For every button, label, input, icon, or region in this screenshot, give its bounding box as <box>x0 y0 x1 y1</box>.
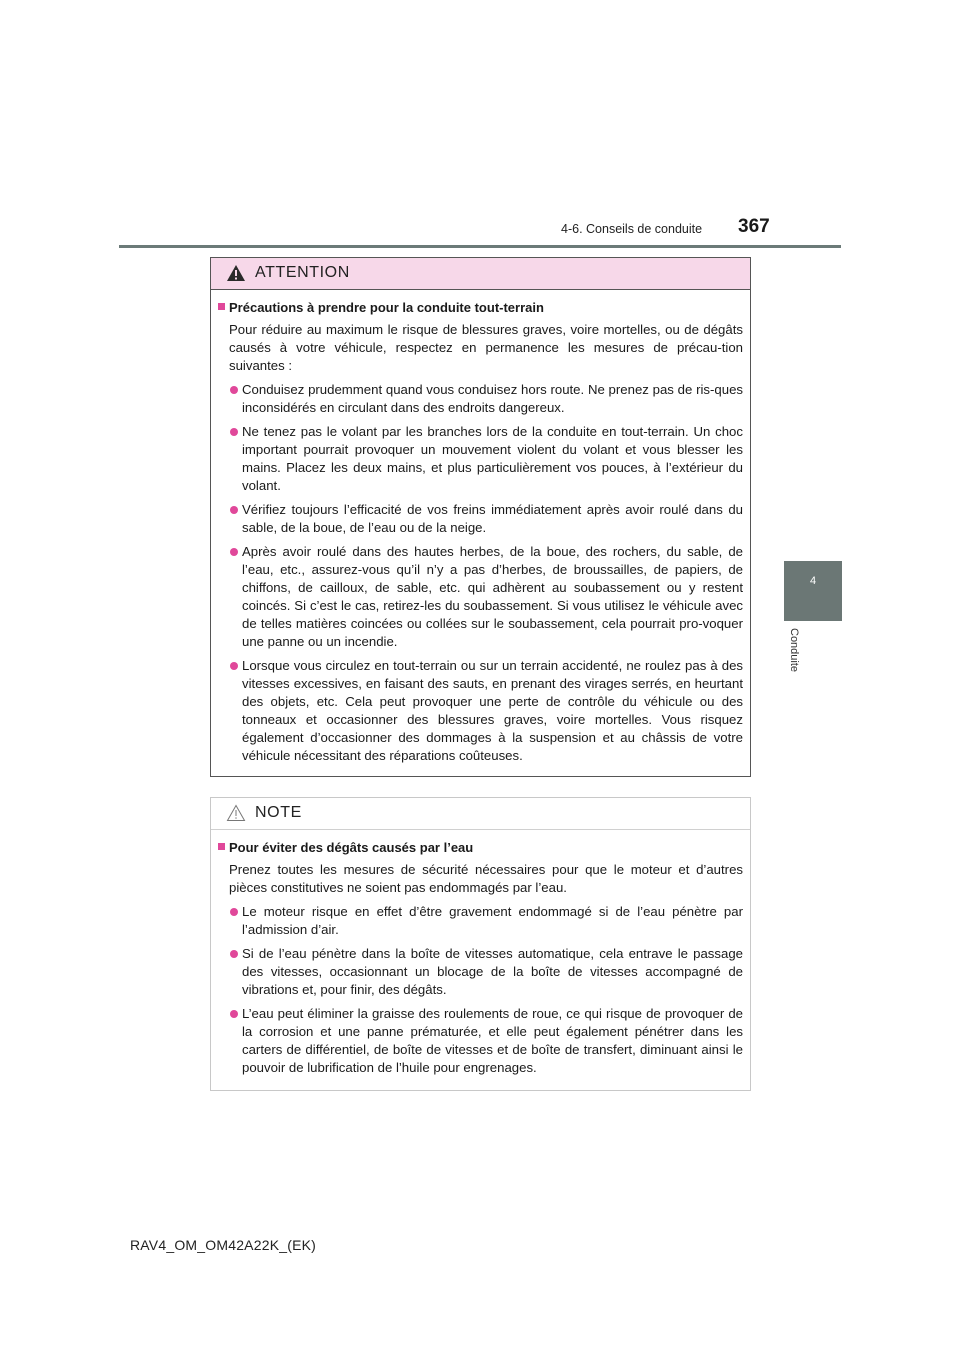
list-item <box>218 1005 743 1077</box>
note-lead: Prenez toutes les mesures de sécurité nécessaires pour que le moteur et d’autres pièces constitutives ne soient pas endommagés par l’eau. <box>229 862 743 895</box>
attention-topic-text: Précautions à prendre pour la conduite tout-terrain <box>229 300 544 315</box>
chapter-number: 4 <box>809 575 817 587</box>
chapter-tab[interactable] <box>784 561 842 621</box>
circle-bullet-icon <box>230 662 238 670</box>
list-item <box>218 423 743 495</box>
circle-bullet-icon <box>230 548 238 556</box>
note-body <box>218 839 743 1083</box>
page-number: 367 <box>738 216 770 237</box>
chapter-label <box>778 620 808 690</box>
list-item-text: Lorsque vous circulez en tout-terrain ou sur un terrain accidenté, ne roulez pas à des vitesses excessives, en faisant des sauts, en prenant des virages serrés, en heurtant des objets, etc. Cela peut provoquer une perte de contrôle du véhicule ou des tonneaux et occasionner des blessures graves, voire mortelles. Vous risquez également d’occasionner des dommages à la suspension et au châssis de votre véhicule nécessitant des réparations coûteuses. <box>242 658 743 763</box>
attention-box <box>210 257 751 777</box>
chapter-label-text: Conduite <box>788 628 800 673</box>
attention-header <box>211 258 750 290</box>
list-item <box>218 903 743 939</box>
note-topic-text: Pour éviter des dégâts causés par l’eau <box>229 840 474 855</box>
circle-bullet-icon <box>230 950 238 958</box>
note-header <box>211 798 750 830</box>
circle-bullet-icon <box>230 428 238 436</box>
list-item <box>218 945 743 999</box>
warning-filled-icon <box>226 264 246 282</box>
circle-bullet-icon <box>230 1010 238 1018</box>
attention-body <box>218 299 743 771</box>
square-bullet-icon <box>218 843 225 850</box>
circle-bullet-icon <box>230 506 238 514</box>
list-item <box>218 543 743 651</box>
list-item-text: Ne tenez pas le volant par les branches lors de la conduite en tout-terrain. Un choc important pourrait provoquer un mouvement violent du volant et vous blesser les mains. Placez les deux mains, et plus particulièrement vos pouces, à l’extérieur du volant. <box>242 424 743 493</box>
list-item <box>218 657 743 765</box>
circle-bullet-icon <box>230 908 238 916</box>
list-item-text: Vérifiez toujours l’efficacité de vos freins immédiatement après avoir roulé dans du sable, de la boue, de l’eau ou de la neige. <box>242 502 743 535</box>
square-bullet-icon <box>218 303 225 310</box>
section-title: 4-6. Conseils de conduite <box>561 222 703 236</box>
list-item-text: Le moteur risque en effet d’être gravement endommagé si de l’eau pénètre par l’admission d’air. <box>242 904 743 937</box>
warning-outline-icon <box>226 804 246 822</box>
document-code: RAV4_OM_OM42A22K_(EK) <box>130 1237 317 1253</box>
list-item <box>218 501 743 537</box>
header-rule <box>119 245 841 248</box>
note-box <box>210 797 751 1091</box>
list-item-text: Si de l’eau pénètre dans la boîte de vitesses automatique, cela entrave le passage des vitesses, occasionnant un blocage de la boîte de vitesses accompagné de vibrations et, pour finir, des dégâts. <box>242 946 743 997</box>
list-item <box>218 381 743 417</box>
attention-title: ATTENTION <box>255 264 350 281</box>
attention-lead: Pour réduire au maximum le risque de blessures graves, voire mortelles, ou de dégâts causés à votre véhicule, respectez en permanence les mesures de précau-tion suivantes : <box>229 322 743 373</box>
page-header <box>0 214 960 244</box>
attention-topic <box>218 299 743 317</box>
list-item-text: L’eau peut éliminer la graisse des roulements de roue, ce qui risque de provoquer de la corrosion et une panne prématurée, et elle peut également pénétrer dans les carters de différentiel, de boîte de vitesses et de boîte de transfert, diminuant ainsi le pouvoir de lubrification de l’huile pour engrenages. <box>242 1006 743 1075</box>
list-item-text: Conduisez prudemment quand vous conduisez hors route. Ne prenez pas de ris-ques inconsidérés en circulant dans des endroits dangereux. <box>242 382 743 415</box>
note-title: NOTE <box>255 804 302 821</box>
circle-bullet-icon <box>230 386 238 394</box>
list-item-text: Après avoir roulé dans des hautes herbes, de la boue, des rochers, du sable, de l’eau, etc., assurez-vous qu’il n’y a pas d’herbes, de broussailles, de papiers, de chiffons, de cailloux, de sable, etc. qui adhèrent au soubassement ou y restent coincés. Si c’est le cas, retirez-les du soubassement. Si vous utilisez le véhicule avec de telles matières coincées ou collées sur le soubassement, cela pourrait pro-voquer une panne ou un incendie. <box>242 544 743 649</box>
note-topic <box>218 839 743 857</box>
